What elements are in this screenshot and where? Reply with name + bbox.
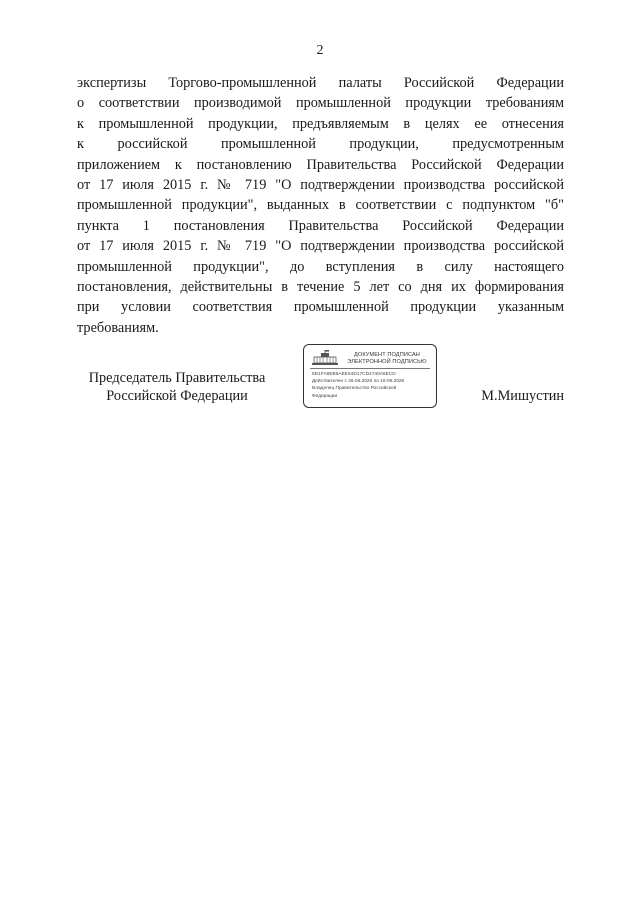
- body-line: к промышленной продукции, предъявляемым в целях ее отнесения: [77, 115, 564, 132]
- stamp-validity: Действителен с 26.06.2025 по 19.09.2026: [312, 379, 405, 385]
- body-line: промышленной продукции", до вступления в силу настоящего: [77, 258, 564, 275]
- body-line-last: требованиям.: [77, 319, 159, 336]
- stamp-title: [340, 352, 434, 366]
- body-line: приложением к постановлению Правительства Российской Федерации: [77, 156, 564, 173]
- page-number: 2: [316, 43, 324, 58]
- stamp-certificate: 5D1FA9EB6AEE54D17CD4740A6ECD: [312, 372, 396, 377]
- body-text: [77, 73, 564, 338]
- body-line: от 17 июля 2015 г. № 719 "О подтверждении производства российской: [77, 176, 564, 193]
- body-line: от 17 июля 2015 г. № 719 "О подтверждении производства российской: [77, 238, 564, 255]
- stamp-title-line2: ЭЛЕКТРОННОЙ ПОДПИСЬЮ: [347, 359, 427, 365]
- body-line: экспертизы Торгово-промышленной палаты Российской Федерации: [77, 75, 564, 91]
- body-line: о соответствии производимой промышленной продукции требованиям: [77, 95, 564, 112]
- stamp-divider: [310, 368, 430, 369]
- signatory-position-line2: Российской Федерации: [106, 388, 248, 404]
- body-line: постановления, действительны в течение 5 лет со дня их формирования: [77, 278, 564, 295]
- electronic-signature-stamp: [303, 344, 437, 408]
- body-line: при условии соответствия промышленной продукции указанным: [77, 299, 564, 316]
- signatory-position: [77, 369, 277, 405]
- body-line: пункта 1 постановления Правительства Российской Федерации: [77, 217, 564, 234]
- stamp-owner-line1: Владелец Правительство Российской: [312, 386, 397, 392]
- stamp-details: [312, 371, 434, 400]
- signatory-position-line1: Председатель Правительства: [88, 370, 266, 386]
- stamp-title-line1: ДОКУМЕНТ ПОДПИСАН: [354, 352, 420, 358]
- body-line: промышленной продукции", выданных в соответствии с подпунктом "б": [77, 197, 564, 214]
- stamp-owner-line2: Федерации: [312, 393, 338, 399]
- signatory-name: М.Мишустин: [481, 388, 564, 404]
- body-line: к российской промышленной продукции, предусмотренным: [77, 136, 564, 153]
- government-building-icon: [312, 350, 338, 366]
